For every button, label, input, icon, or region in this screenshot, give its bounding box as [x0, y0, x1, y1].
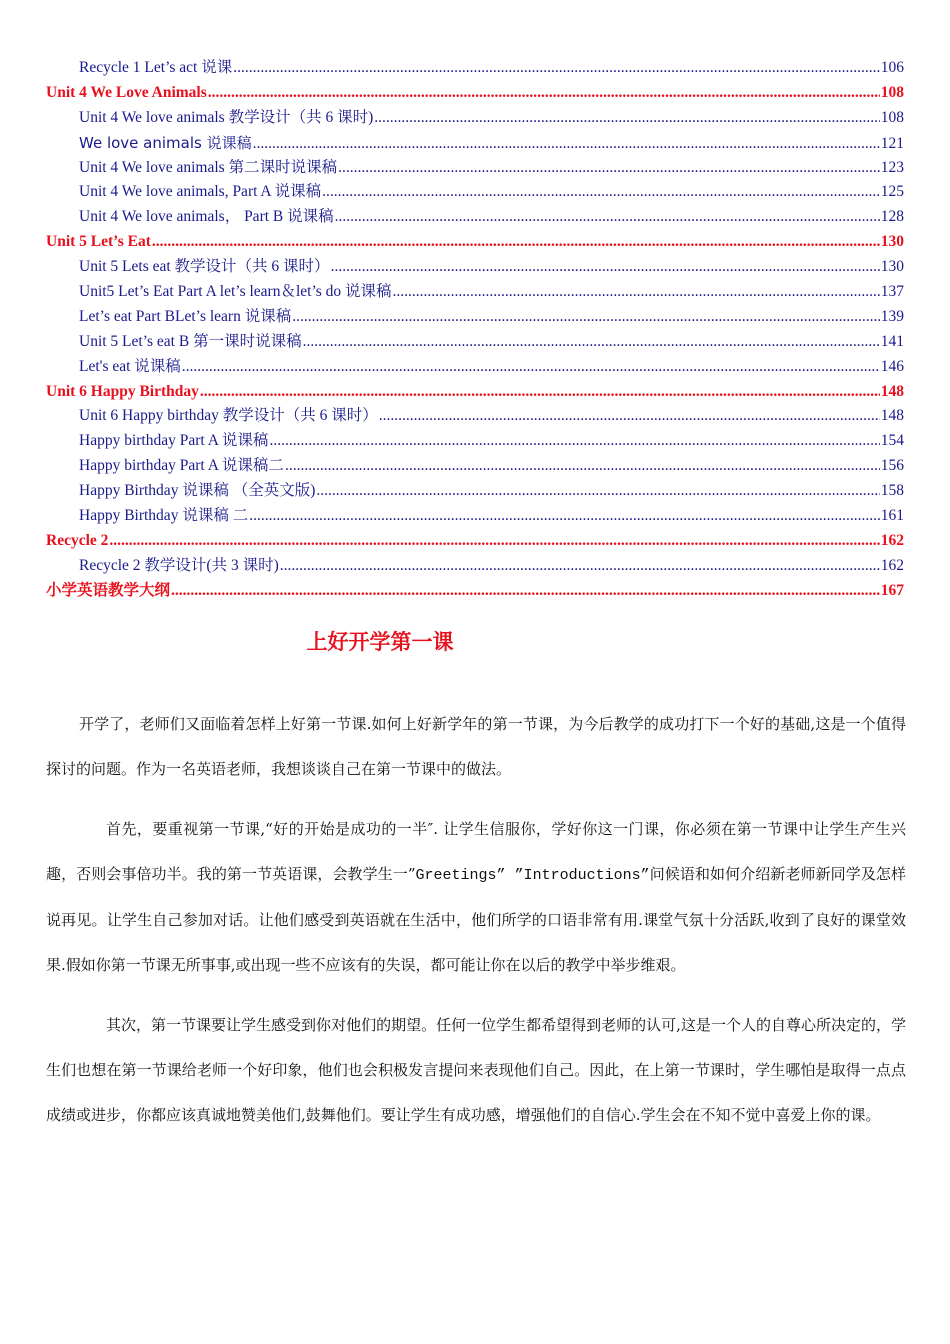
greetings-introductions-text: Greetings” ”Introductions” [415, 867, 650, 884]
toc-dot-leader [374, 106, 880, 131]
toc-dot-leader [249, 504, 880, 529]
toc-entry-title: Let's eat 说课稿 [79, 357, 181, 375]
toc-page-number: 108 [880, 108, 904, 126]
table-of-contents [46, 56, 904, 604]
toc-entry[interactable] [46, 156, 904, 181]
toc-dot-leader [171, 579, 880, 604]
toc-entry-title: Unit 5 Lets eat 教学设计（共 6 课时） [79, 258, 330, 276]
toc-entry-title: Happy birthday Part A 说课稿 [79, 432, 269, 450]
toc-dot-leader [182, 355, 880, 380]
toc-dot-leader [152, 230, 880, 255]
article-title: 上好开学第一课 [306, 630, 454, 654]
toc-entry-title: We love animals 说课稿 [79, 133, 252, 152]
toc-entry-title: Unit 4 We love animals 第二课时说课稿 [79, 158, 338, 176]
article-body [46, 702, 906, 1153]
toc-dot-leader [109, 529, 879, 554]
toc-entry-title: Unit 4 We love animals, Part A 说课稿 [79, 183, 322, 201]
toc-entry-title: Recycle 2 [46, 531, 109, 549]
toc-entry[interactable] [46, 180, 904, 205]
toc-entry[interactable] [46, 255, 904, 280]
toc-unit-entry[interactable] [46, 579, 904, 604]
toc-entry-title: Let’s eat Part BLet’s learn 说课稿 [79, 307, 292, 325]
toc-entry-title: Unit 4 We Love Animals [46, 83, 207, 101]
article-paragraph-1: 开学了，老师们又面临着怎样上好第一节课.如何上好新学年的第一节课，为今后教学的成功打下一个好的基础,这是一个值得探讨的问题。作为一名英语老师，我想谈谈自己在第一节课中的做法。 [46, 715, 906, 778]
toc-entry[interactable] [46, 330, 904, 355]
toc-entry[interactable] [46, 305, 904, 330]
toc-dot-leader [338, 156, 880, 181]
toc-entry-title: Unit5 Let’s Eat Part A let’s learn＆let’s do 说课稿 [79, 283, 392, 301]
toc-dot-leader [208, 81, 880, 106]
toc-page-number: 167 [880, 581, 904, 599]
toc-page-number: 161 [880, 507, 904, 525]
toc-dot-leader [200, 380, 880, 405]
toc-unit-entry[interactable] [46, 81, 904, 106]
toc-page-number: 128 [880, 208, 904, 226]
toc-entry[interactable] [46, 429, 904, 454]
toc-dot-leader [322, 180, 880, 205]
toc-unit-entry[interactable] [46, 529, 904, 554]
toc-entry-title: Unit 6 Happy Birthday [46, 382, 199, 400]
toc-page-number: 148 [880, 382, 904, 400]
toc-entry[interactable] [46, 106, 904, 131]
toc-unit-entry[interactable] [46, 380, 904, 405]
toc-page-number: 125 [880, 183, 904, 201]
toc-dot-leader [285, 454, 880, 479]
toc-entry-title: Happy Birthday 说课稿 （全英文版) [79, 482, 316, 500]
toc-dot-leader [303, 330, 880, 355]
toc-dot-leader [269, 429, 879, 454]
toc-entry[interactable] [46, 355, 904, 380]
toc-page-number: 106 [880, 59, 904, 76]
toc-page-number: 121 [880, 134, 904, 152]
toc-page-number: 162 [880, 556, 904, 574]
toc-entry[interactable] [46, 504, 904, 529]
toc-page-number: 139 [880, 307, 904, 325]
article-paragraph-2 [46, 807, 906, 988]
toc-entry-title: Unit 4 We love animals， Part B 说课稿 [79, 208, 334, 226]
toc-entry[interactable] [46, 454, 904, 479]
toc-entry-title: Recycle 2 教学设计(共 3 课时) [79, 556, 279, 574]
toc-page-number: 162 [880, 531, 904, 549]
toc-page-number: 156 [880, 457, 904, 475]
toc-page-number: 148 [880, 407, 904, 425]
toc-dot-leader [316, 479, 879, 504]
toc-page-number: 158 [880, 482, 904, 500]
toc-dot-leader [379, 404, 880, 429]
toc-dot-leader [393, 280, 880, 305]
toc-entry[interactable] [46, 280, 904, 305]
paragraph-2-text-start: 首先，要重视第一节课,“好的开始是成功的一半″. 让学生信服你，学好你这一门课，你必须在第一节课中让学生产生兴趣，否则会事倍功半。我的第一节英语课，会教学生一” [46, 820, 906, 883]
toc-dot-leader [233, 56, 880, 81]
toc-entry-title: Unit 6 Happy birthday 教学设计（共 6 课时） [79, 407, 378, 425]
toc-dot-leader [280, 554, 880, 579]
toc-entry-title: Happy birthday Part A 说课稿二 [79, 457, 284, 475]
toc-unit-entry[interactable] [46, 230, 904, 255]
toc-entry-title: Recycle 1 Let’s act 说课 [79, 59, 233, 76]
toc-entry[interactable] [46, 131, 904, 156]
toc-entry[interactable] [46, 404, 904, 429]
toc-dot-leader [335, 205, 880, 230]
toc-page-number: 137 [880, 283, 904, 301]
toc-page-number: 154 [880, 432, 904, 450]
toc-entry[interactable] [46, 56, 904, 81]
toc-page-number: 141 [880, 332, 904, 350]
toc-entry[interactable] [46, 479, 904, 504]
toc-entry[interactable] [46, 554, 904, 579]
toc-entry[interactable] [46, 205, 904, 230]
toc-page-number: 130 [880, 233, 904, 251]
toc-page-number: 146 [880, 357, 904, 375]
article-paragraph-3: 其次，第一节课要让学生感受到你对他们的期望。任何一位学生都希望得到老师的认可,这是一个人的自尊心所决定的，学生们也想在第一节课给老师一个好印象，他们也会积极发言提问来表现他们自己。因此，在上第一节课时，学生哪怕是取得一点点成绩或进步，你都应该真诚地赞美他们,鼓舞他们。要让学生有成功感，增强他们的自信心.学生会在不知不觉中喜爱上你的课。 [46, 1016, 906, 1124]
toc-page-number: 108 [880, 83, 904, 101]
toc-page-number: 123 [880, 158, 904, 176]
toc-entry-title: Happy Birthday 说课稿 二 [79, 507, 249, 525]
toc-entry-title: Unit 5 Let’s Eat [46, 233, 151, 251]
toc-page-number: 130 [880, 258, 904, 276]
toc-entry-title: Unit 5 Let’s eat B 第一课时说课稿 [79, 332, 302, 350]
paragraph-2-text-end: 问候语和如何介绍新老师新同学及怎样说再见。让学生自己参加对话。让他们感受到英语就在生活中，他们所学的口语非常有用.课堂气氛十分活跃,收到了良好的课堂效果.假如你第一节课无所事事,或出现一些不应该有的失误，都可能让你在以后的教学中举步维艰。 [46, 865, 906, 974]
toc-dot-leader [253, 132, 880, 156]
toc-dot-leader [292, 305, 880, 330]
toc-entry-title: 小学英语教学大纲 [46, 581, 171, 599]
toc-entry-title: Unit 4 We love animals 教学设计（共 6 课时) [79, 108, 374, 126]
toc-dot-leader [331, 255, 880, 280]
